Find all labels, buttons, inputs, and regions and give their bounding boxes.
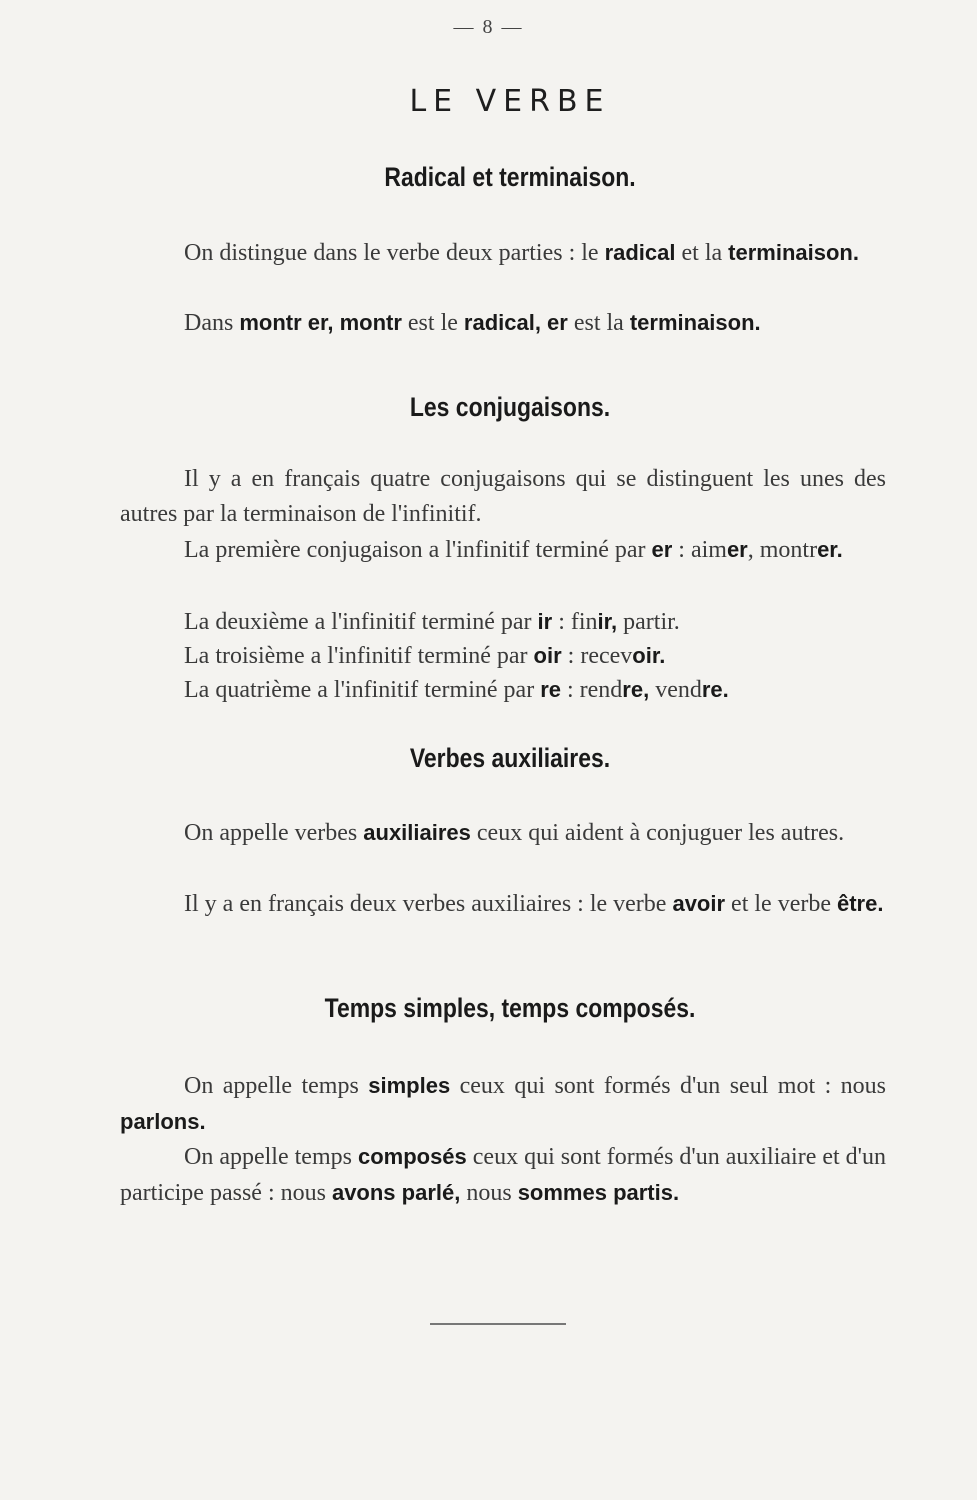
text-run: , montr xyxy=(747,537,818,563)
text-run: Il y a en français deux verbes auxiliaires : le verbe xyxy=(184,891,673,917)
bold-term: radical, er xyxy=(463,310,568,335)
text-run: : recev xyxy=(561,643,633,669)
text-run: On distingue dans le verbe deux parties : le xyxy=(184,240,605,266)
bold-term: er xyxy=(726,537,748,562)
bold-term: ir, xyxy=(597,609,618,634)
bold-term: ir xyxy=(537,609,553,634)
bold-term: auxiliaires xyxy=(363,820,471,845)
text-run: est la xyxy=(567,310,630,336)
bold-term: er. xyxy=(817,537,843,562)
section-heading-radical: Radical et terminaison. xyxy=(384,162,636,192)
text-run: Il y a en français quatre conjugaisons qui se distinguent les unes des autres par la terminaison de l'infinitif. xyxy=(120,466,886,527)
bold-term: terminaison. xyxy=(629,310,761,335)
text-run: Dans xyxy=(184,310,240,336)
text-run: ceux qui sont formés d'un auxiliaire et d'un participe passé : nous xyxy=(120,1144,886,1206)
paragraph xyxy=(120,672,886,708)
text-run: vend xyxy=(649,677,702,703)
bold-term: er xyxy=(651,537,673,562)
text-run: On appelle temps xyxy=(184,1073,369,1099)
text-run: ceux qui aident à conjuguer les autres. xyxy=(470,820,845,846)
text-run: : rend xyxy=(560,677,623,703)
paragraph xyxy=(120,1139,886,1211)
bold-term: simples xyxy=(368,1073,451,1098)
paragraph xyxy=(120,638,886,674)
section-heading-temps: Temps simples, temps composés. xyxy=(324,993,696,1023)
text-run: On appelle temps xyxy=(184,1144,358,1170)
bold-term: re. xyxy=(701,677,729,702)
text-run: : aim xyxy=(672,537,727,563)
text-run: La troisième a l'infinitif terminé par xyxy=(184,643,534,669)
paragraph xyxy=(120,532,886,568)
paragraph xyxy=(120,235,886,271)
page-number: — 8 — xyxy=(453,16,524,38)
bold-term: être. xyxy=(836,891,884,916)
text-run: et le verbe xyxy=(725,891,837,917)
text-run: La quatrième a l'infinitif terminé par xyxy=(184,677,541,703)
paragraph xyxy=(120,604,886,640)
section-heading-conjugaisons: Les conjugaisons. xyxy=(409,392,611,422)
text-run: partir. xyxy=(617,609,680,635)
bold-term: oir xyxy=(533,643,562,668)
bold-term: composés xyxy=(357,1144,467,1169)
text-run: La première conjugaison a l'infinitif terminé par xyxy=(184,537,652,563)
paragraph xyxy=(120,462,886,532)
text-run: La deuxième a l'infinitif terminé par xyxy=(184,609,538,635)
section-heading-auxiliaires: Verbes auxiliaires. xyxy=(409,743,611,773)
bold-term: parlons. xyxy=(120,1109,206,1134)
text-run: et la xyxy=(675,240,729,266)
bold-term: terminaison. xyxy=(728,240,859,265)
bold-term: re, xyxy=(622,677,650,702)
bold-term: avons parlé, xyxy=(331,1180,461,1205)
bold-term: avoir xyxy=(672,891,726,916)
bold-term: re xyxy=(540,677,561,702)
bold-term: sommes partis. xyxy=(517,1180,680,1205)
text-run: est le xyxy=(401,310,464,336)
text-run: ceux qui sont formés d'un seul mot : nous xyxy=(450,1073,887,1099)
paragraph xyxy=(120,815,886,851)
end-rule xyxy=(430,1323,566,1325)
paragraph xyxy=(120,1068,886,1140)
paragraph xyxy=(120,886,886,922)
text-run: On appelle verbes xyxy=(184,820,364,846)
bold-term: oir. xyxy=(632,643,666,668)
bold-term: radical xyxy=(604,240,676,265)
paragraph xyxy=(120,305,886,341)
text-run: nous xyxy=(460,1180,518,1206)
page-title: LE VERBE xyxy=(409,84,611,119)
bold-term: montr er, montr xyxy=(239,310,402,335)
text-run: : fin xyxy=(552,609,598,635)
